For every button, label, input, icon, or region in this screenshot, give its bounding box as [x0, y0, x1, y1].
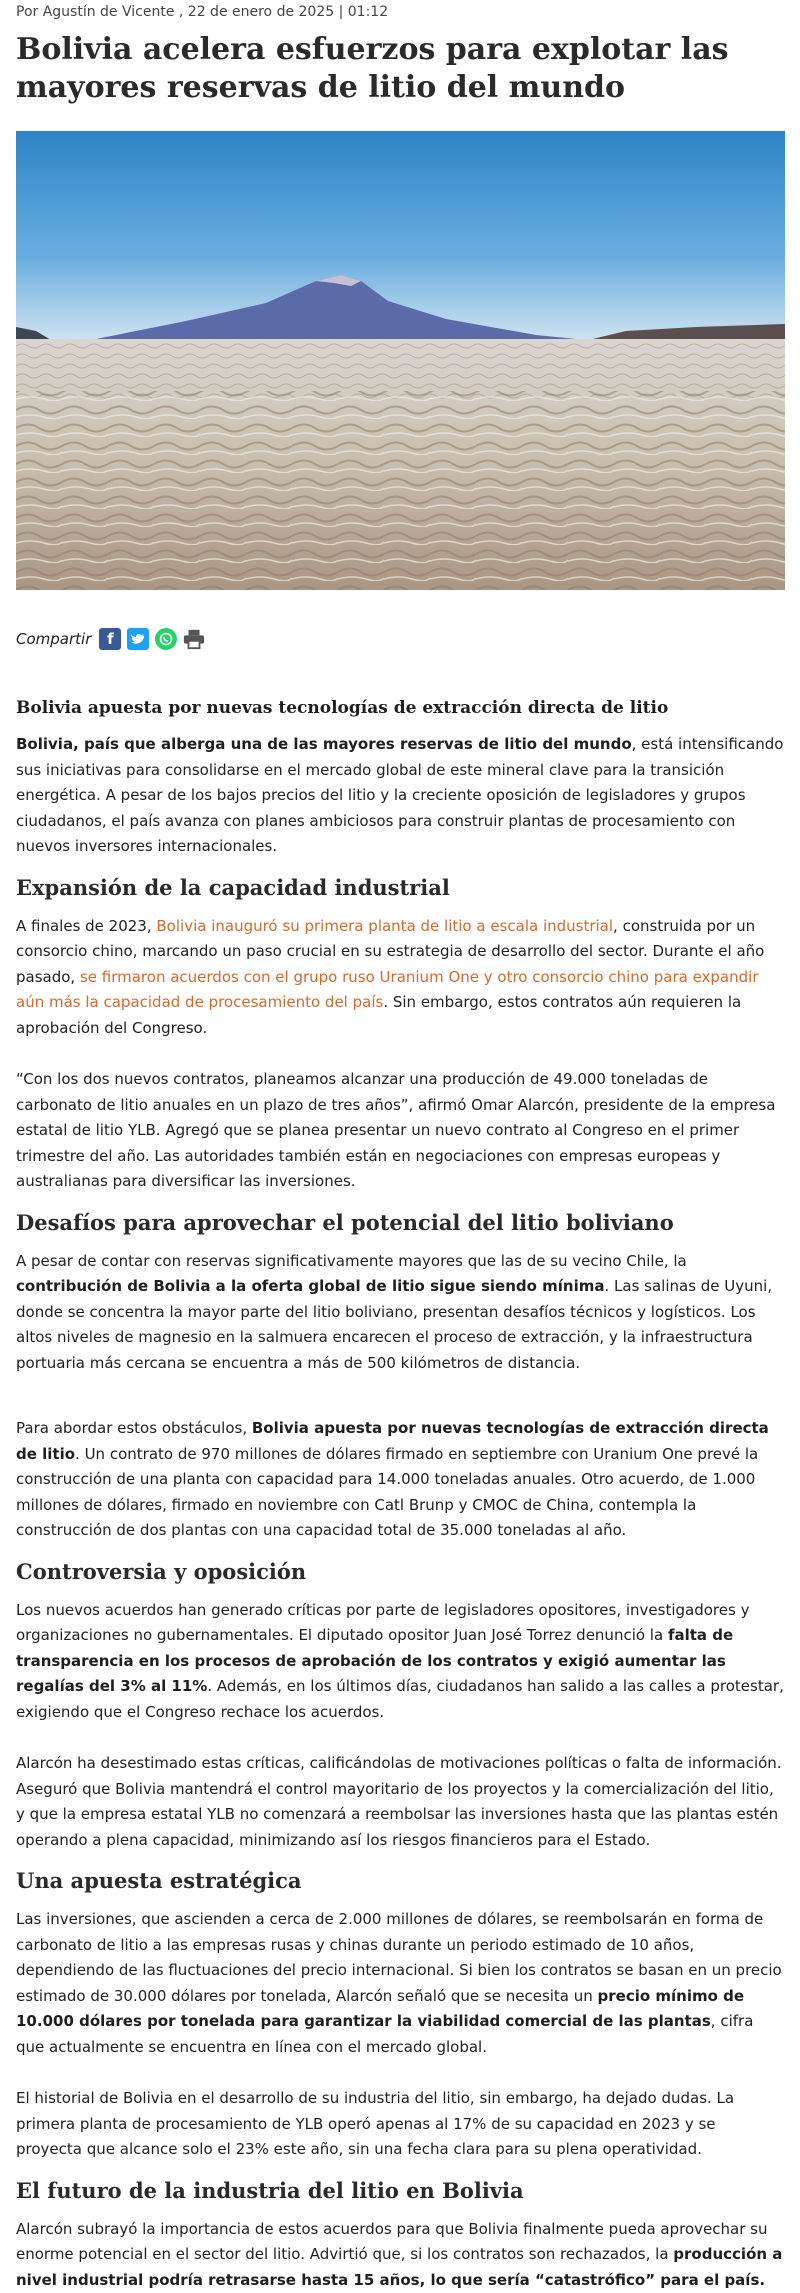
link-primera-planta[interactable]: Bolivia inauguró su primera planta de litio a escala industrial	[156, 917, 613, 935]
intro-bold: Bolivia, país que alberga una de las mayores reservas de litio del mundo	[16, 735, 632, 753]
paragraph	[16, 1416, 785, 1544]
paragraph	[16, 2217, 785, 2293]
text: . Un contrato de 970 millones de dólares firmado en septiembre con Uranium One prevé la construcción de una planta con capacidad para 14.000 toneladas anuales. Otro acuerdo, de 1.000 millones de dólares, firmado en noviembre con Catl Brunp y CMOC de China, contempla la construcción de dos plantas con una capacidad total de 35.000 toneladas al año.	[16, 1445, 758, 1540]
paragraph: El historial de Bolivia en el desarrollo de su industria del litio, sin embargo, ha dejado dudas. La primera planta de procesamiento de YLB operó apenas al 17% de su capacidad en 2023 y se proyecta que alcance solo el 23% este año, sin una fecha clara para su plena operatividad.	[16, 2086, 785, 2163]
section-heading-desafios: Desafíos para aprovechar el potencial del litio boliviano	[16, 1209, 785, 1237]
intro-paragraph	[16, 732, 785, 860]
bold-text: contribución de Bolivia a la oferta global de litio sigue siendo mínima	[16, 1277, 604, 1295]
bold-text: precio mínimo de 10.000 dólares por tonelada para garantizar la viabilidad comercial de las plantas	[16, 1987, 744, 2031]
paragraph	[16, 1249, 785, 1377]
print-icon[interactable]	[183, 628, 205, 650]
text: Los nuevos acuerdos han generado críticas por parte de legisladores opositores, investigadores y organizaciones no gubernamentales. El diputado opositor Juan José Torrez denunció la	[16, 1601, 749, 1645]
share-label: Compartir	[16, 630, 91, 648]
section-heading-apuesta: Una apuesta estratégica	[16, 1867, 785, 1895]
article-title: Bolivia acelera esfuerzos para explotar las mayores reservas de litio del mundo	[16, 31, 785, 107]
article-subtitle: Bolivia apuesta por nuevas tecnologías de extracción directa de litio	[16, 696, 785, 720]
paragraph	[16, 914, 785, 1042]
bold-text: producción a nivel industrial podría retrasarse hasta 15 años, lo que sería “catastrófico” para el país.	[16, 2245, 782, 2289]
section-heading-expansion: Expansión de la capacidad industrial	[16, 874, 785, 902]
text: , cifra que actualmente se encuentra en línea con el mercado global.	[16, 2012, 753, 2056]
byline: Por Agustín de Vicente , 22 de enero de 2025 | 01:12	[16, 2, 785, 22]
twitter-icon[interactable]	[127, 628, 149, 650]
text: . Sin embargo, estos contratos aún requieren la aprobación del Congreso.	[16, 993, 741, 1037]
paragraph	[16, 1907, 785, 2060]
text: A finales de 2023,	[16, 917, 156, 935]
section-heading-futuro: El futuro de la industria del litio en Bolivia	[16, 2177, 785, 2205]
hero-image	[16, 131, 785, 590]
paragraph: Alarcón ha desestimado estas críticas, calificándolas de motivaciones políticas o falta de información. Aseguró que Bolivia mantendrá el control mayoritario de los proyectos y la comercialización del litio, y que la empresa estatal YLB no comenzará a reembolsar las inversiones hasta que las plantas estén operando a plena capacidad, minimizando así los riesgos financieros para el Estado.	[16, 1751, 785, 1853]
paragraph: “Con los dos nuevos contratos, planeamos alcanzar una producción de 49.000 toneladas de carbonato de litio anuales en un plazo de tres años”, afirmó Omar Alarcón, presidente de la empresa estatal de litio YLB. Agregó que se planea presentar un nuevo contrato al Congreso en el primer trimestre del año. Las autoridades también están en negociaciones con empresas europeas y australianas para diversificar las inversiones.	[16, 1067, 785, 1195]
text: Para abordar estos obstáculos,	[16, 1419, 252, 1437]
text: Las inversiones, que ascienden a cerca de 2.000 millones de dólares, se reembolsarán en forma de carbonato de litio a las empresas rusas y chinas durante un periodo estimado de 10 años, dependiendo de las fluctuaciones del precio internacional. Si bien los contratos se basan en un precio estimado de 30.000 dólares por tonelada, Alarcón señaló que se necesita un	[16, 1910, 782, 2005]
intro-text: , está intensificando sus iniciativas para consolidarse en el mercado global de este mineral clave para la transición energética. A pesar de los bajos precios del litio y la creciente oposición de legisladores y grupos ciudadanos, el país avanza con planes ambiciosos para construir plantas de procesamiento con nuevos inversores internacionales.	[16, 735, 783, 855]
bold-text: falta de transparencia en los procesos de aprobación de los contratos y exigió aumentar las regalías del 3% al 11%	[16, 1626, 733, 1695]
text: A pesar de contar con reservas significativamente mayores que las de su vecino Chile, la	[16, 1252, 687, 1270]
share-bar	[16, 624, 785, 654]
whatsapp-icon[interactable]	[155, 628, 177, 650]
link-acuerdos-uranium[interactable]: se firmaron acuerdos con el grupo ruso Uranium One y otro consorcio chino para expandir aún más la capacidad de procesamiento del país	[16, 968, 759, 1012]
bold-text: Bolivia apuesta por nuevas tecnologías de extracción directa de litio	[16, 1419, 769, 1463]
paragraph	[16, 1598, 785, 1726]
section-heading-controversia: Controversia y oposición	[16, 1558, 785, 1586]
text: Alarcón subrayó la importancia de estos acuerdos para que Bolivia finalmente pueda aprovechar su enorme potencial en el sector del litio. Advirtió que, si los contratos son rechazados, la	[16, 2220, 767, 2264]
text: , construida por un consorcio chino, marcando un paso crucial en su estrategia de desarrollo del sector. Durante el año pasado,	[16, 917, 764, 986]
facebook-icon[interactable]: f	[99, 628, 121, 650]
article	[16, 2, 785, 2293]
text: . Las salinas de Uyuni, donde se concentra la mayor parte del litio boliviano, presentan desafíos técnicos y logísticos. Los altos niveles de magnesio en la salmuera encarecen el proceso de extracción, y la infraestructura portuaria más cercana se encuentra a más de 500 kilómetros de distancia.	[16, 1277, 772, 1372]
text: . Además, en los últimos días, ciudadanos han salido a las calles a protestar, exigiendo que el Congreso rechace los acuerdos.	[16, 1677, 784, 1721]
